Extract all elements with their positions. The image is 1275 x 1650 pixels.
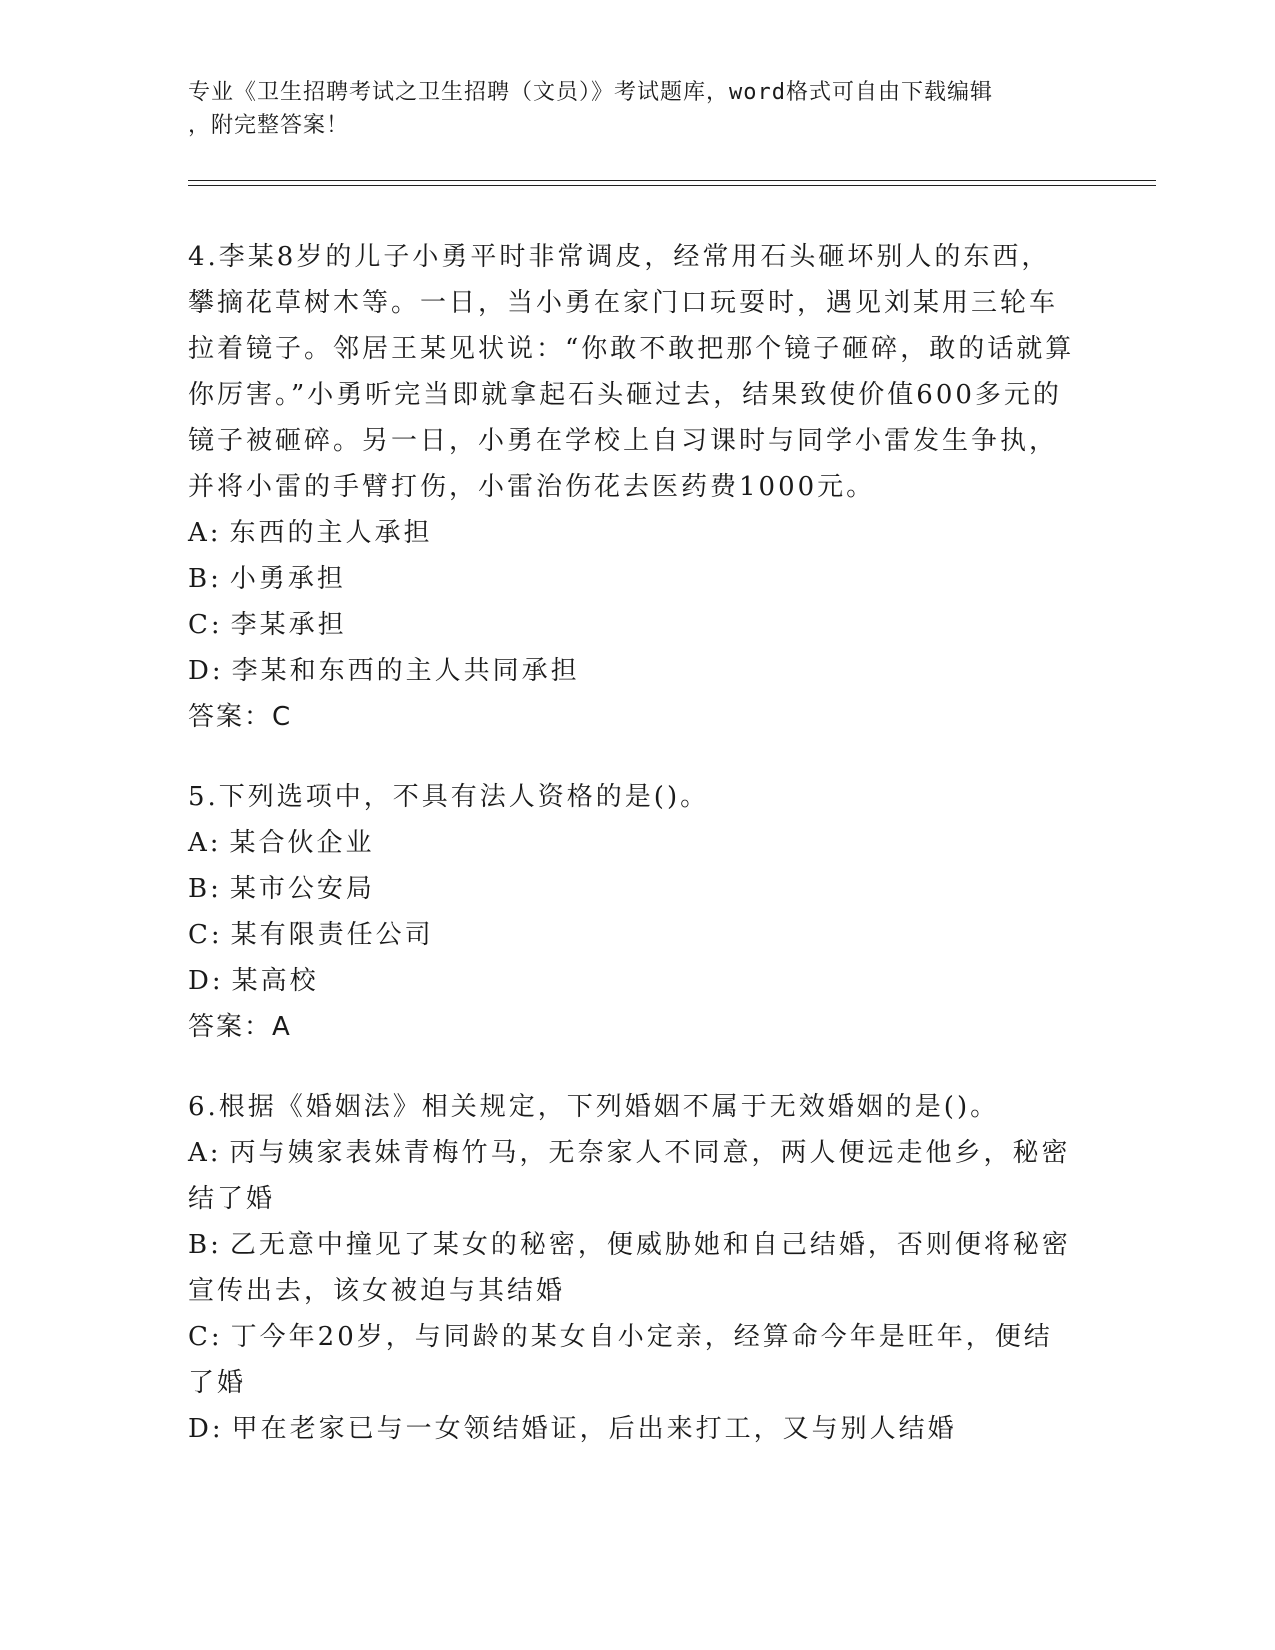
option-text: 小勇承担 [229, 564, 346, 594]
header-divider-top [188, 180, 1156, 181]
option-letter: C: [188, 920, 223, 950]
question-5 [188, 774, 1078, 1050]
option-letter: B: [188, 564, 222, 594]
question-stem: 6.根据《婚姻法》相关规定，下列婚姻不属于无效婚姻的是()。 [188, 1092, 1000, 1122]
question-list [188, 234, 1078, 1486]
document-header [188, 76, 1088, 142]
answer-label: 答案：C [188, 702, 293, 732]
option-text: 甲在老家已与一女领结婚证，后出来打工，又与别人结婚 [231, 1414, 957, 1444]
option-a [188, 1130, 1078, 1222]
option-letter: D: [188, 1414, 224, 1444]
option-letter: A: [188, 828, 222, 858]
option-text: 乙无意中撞见了某女的秘密，便威胁她和自己结婚，否则便将秘密宣传出去，该女被迫与其结婚 [188, 1230, 1071, 1306]
option-d [188, 958, 1078, 1004]
option-letter: B: [188, 874, 222, 904]
answer-label: 答案：A [188, 1012, 292, 1042]
header-divider-bottom [188, 185, 1156, 186]
option-letter: C: [188, 1322, 223, 1352]
option-text: 某有限责任公司 [230, 920, 434, 950]
option-d [188, 1406, 1078, 1452]
option-letter: C: [188, 610, 223, 640]
option-letter: A: [188, 518, 222, 548]
option-letter: D: [188, 656, 224, 686]
option-letter: A: [188, 1138, 222, 1168]
option-d [188, 648, 1078, 694]
option-b [188, 556, 1078, 602]
option-text: 某市公安局 [229, 874, 375, 904]
option-a [188, 820, 1078, 866]
option-text: 某合伙企业 [229, 828, 375, 858]
option-text: 李某和东西的主人共同承担 [231, 656, 580, 686]
option-a [188, 510, 1078, 556]
option-b [188, 866, 1078, 912]
option-b [188, 1222, 1078, 1314]
question-stem: 5.下列选项中，不具有法人资格的是()。 [188, 782, 710, 812]
question-6 [188, 1084, 1078, 1452]
question-stem: 4.李某8岁的儿子小勇平时非常调皮，经常用石头砸坏别人的东西，攀摘花草树木等。一日，当小勇在家门口玩耍时，遇见刘某用三轮车拉着镜子。邻居王某见状说：“你敢不敢把那个镜子砸碎，敢的话就算你厉害。”小勇听完当即就拿起石头砸过去，结果致使价值600多元的镜子被砸碎。另一日，小勇在学校上自习课时与同学小雷发生争执，并将小雷的手臂打伤，小雷治伤花去医药费1000元。 [188, 242, 1075, 502]
option-letter: B: [188, 1230, 222, 1260]
option-text: 某高校 [231, 966, 319, 996]
option-text: 丙与姨家表妹青梅竹马，无奈家人不同意，两人便远走他乡，秘密结了婚 [188, 1138, 1071, 1214]
option-c [188, 602, 1078, 648]
header-line-2: ，附完整答案！ [188, 113, 350, 138]
option-text: 东西的主人承担 [229, 518, 433, 548]
option-text: 李某承担 [230, 610, 347, 640]
option-c [188, 912, 1078, 958]
option-text: 丁今年20岁，与同龄的某女自小定亲，经算命今年是旺年，便结了婚 [188, 1322, 1053, 1398]
header-line-1: 专业《卫生招聘考试之卫生招聘（文员）》考试题库，word格式可自由下载编辑 [188, 80, 993, 105]
option-c [188, 1314, 1078, 1406]
option-letter: D: [188, 966, 224, 996]
question-4 [188, 234, 1078, 740]
